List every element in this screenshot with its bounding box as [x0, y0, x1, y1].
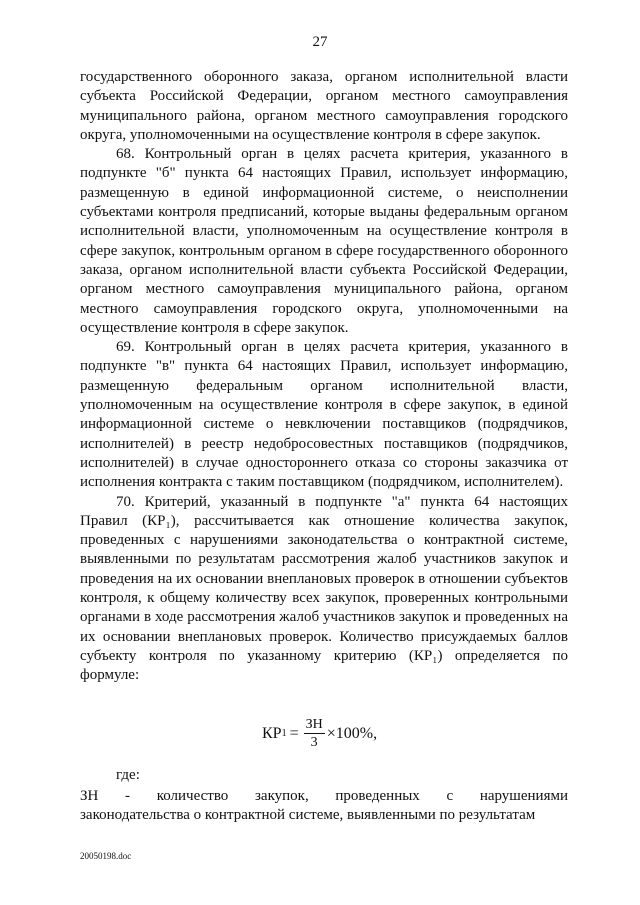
- page-number: 27: [312, 34, 328, 50]
- def-word: -: [125, 788, 131, 804]
- formula-numerator: ЗН: [305, 717, 323, 732]
- def-word: ЗН: [80, 788, 99, 804]
- formula-tail: ×100%,: [326, 724, 378, 742]
- paragraph-68: 68. Контрольный орган в целях расчета критерия, указанного в подпункте "б" пункта 64 настоящих Правил, использует информацию, размещенную в единой информационной системе, о неисполнении субъектами контроля предписаний, которые выданы федеральным органом исполнительной власти, уполномоченным на осуществление контроля в сфере закупок, контрольным органом в сфере государственного оборонного заказа, органом исполнительной власти субъекта Российской Федерации, органом местного самоуправления муниципального района, органом местного самоуправления городского округа, уполномоченными на осуществление контроля в сфере закупок.: [80, 146, 568, 336]
- def-word: нарушениями: [479, 788, 568, 804]
- definition-rest: законодательства о контрактной системе, выявленными по результатам: [80, 807, 536, 824]
- def-word: закупок,: [254, 788, 309, 804]
- paragraph-70: 70. Критерий, указанный в подпункте "а" пункта 64 настоящих Правил (КР₁), рассчитывается как отношение количества закупок, проведенных с нарушениями законодательства о контрактной системе, выявленными по результатам рассмотрения жалоб участников закупок и проведения на их основании внеплановых проверок в отношении субъектов контроля, к общему количеству всех закупок, проверенных контрольными органами в ходе рассмотрения жалоб участников закупок и проведенных на их основании внеплановых проверок. Количество присуждаемых баллов субъекту контроля по указанному критерию (КР₁) определяется по формуле:: [80, 493, 568, 684]
- definition-first-line: [80, 787, 568, 806]
- formula-denominator: 3: [310, 735, 318, 750]
- def-word: количество: [156, 788, 229, 804]
- formula-fraction: [304, 716, 325, 751]
- formula-kr1: [262, 716, 377, 751]
- formula-lhs-subscript: 1: [281, 728, 287, 739]
- def-word: с: [446, 788, 454, 804]
- paragraph-69: 69. Контрольный орган в целях расчета критерия, указанного в подпункте "в" пункта 64 настоящих Правил, использует информацию, размещенную федеральным органом исполнительной власти, уполномоченным на осуществление контроля в сфере закупок, в единой информационной системе о невключении поставщиков (подрядчиков, исполнителей) в реестр недобросовестных поставщиков (подрядчиков, исполнителей) в случае одностороннего отказа со стороны заказчика от исполнения контракта с таким поставщиком (подрядчиком, исполнителем).: [80, 339, 568, 491]
- formula-lhs: КР: [262, 724, 282, 742]
- definition-zn: [80, 787, 568, 826]
- formula-equals: =: [289, 724, 299, 742]
- paragraph-continuation: государственного оборонного заказа, органом исполнительной власти субъекта Российской Федерации, органом местного самоуправления муниципального района, органом местного самоуправления городского округа, уполномоченными на осуществление контроля в сфере закупок.: [80, 69, 568, 143]
- where-label: где:: [116, 767, 140, 783]
- document-footer-filename: 20050198.doc: [80, 851, 132, 861]
- def-word: проведенных: [335, 788, 420, 804]
- document-body: [80, 68, 568, 686]
